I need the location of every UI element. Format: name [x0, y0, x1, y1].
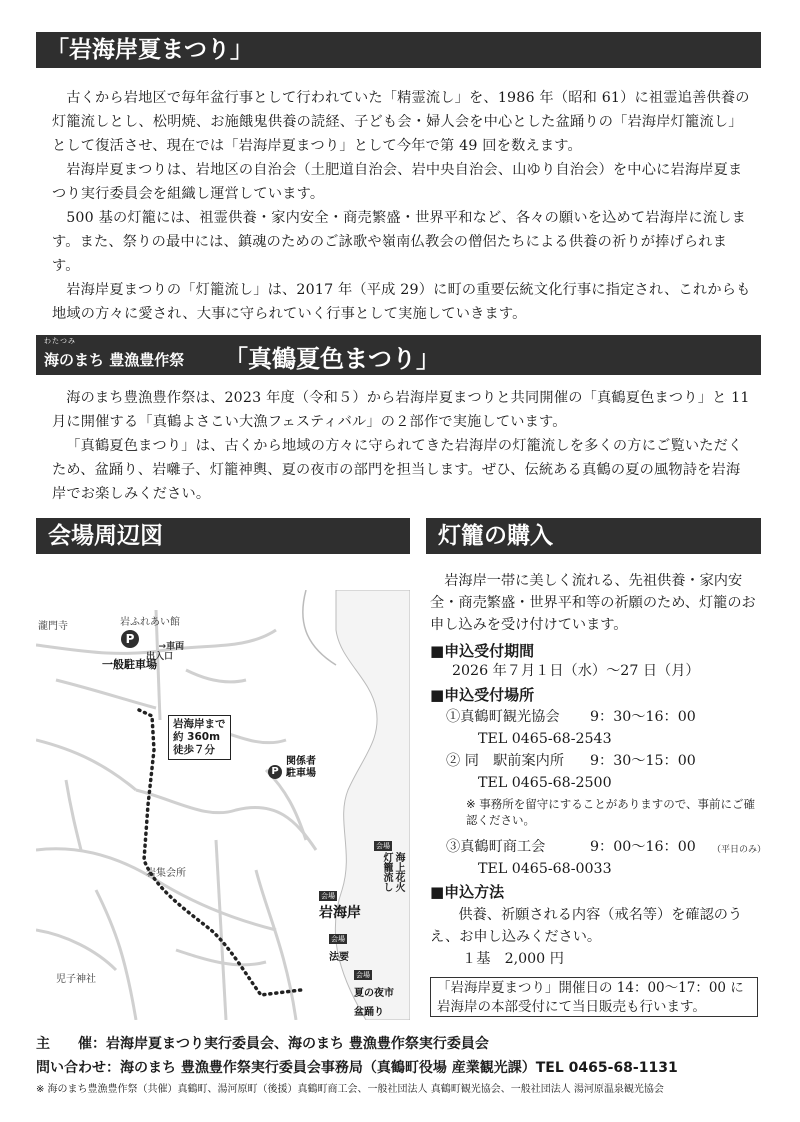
footer-host [36, 1033, 489, 1053]
place-2 [446, 750, 781, 772]
walk-info-callout: 岩海岸まで 約 360m 徒歩７分 [168, 715, 231, 760]
place-1-hours: 9：30〜16：00 [590, 709, 696, 725]
period-text: 2026 年７月１日（水）〜27 日（月） [452, 663, 700, 679]
contact-label: 問い合わせ： [36, 1060, 120, 1076]
map-roads [36, 590, 410, 1020]
section-subtitle: 海のまち 豊漁豊作祭 [44, 351, 185, 369]
map-section-title: 会場周辺図 [36, 518, 410, 554]
place-heading: ■申込受付場所 [430, 686, 535, 704]
footer-note: ※ 海のまち豊漁豊作祭（共催）真鶴町、湯河原町（後援）真鶴町商工会、一般社団法人 真鶴町観光協会、一般社団法人 湯河原温泉観光協会 [36, 1084, 664, 1095]
arrow-right-icon: → [158, 642, 167, 652]
host-text: 岩海岸夏まつり実行委員会、海のまち 豊漁豊作祭実行委員会 [106, 1036, 489, 1052]
section-title-text: 「真鶴夏色まつり」 [224, 345, 440, 373]
paragraph-history: 古くから岩地区で毎年盆行事として行われていた「精霊流し」を、1986 年（昭和 61）に祖霊追善供養の灯籠流しとし、松明焼、お施餓鬼供養の読経、子ども会・婦人会を中心とした盆踊りの「岩海岸灯籠流し」として復活させ、現在では「岩海岸夏まつり」として今年で第 49 回を数えます。 [52, 90, 750, 154]
market-marker [354, 962, 394, 1019]
method-heading: ■申込方法 [430, 883, 505, 901]
venue-tag: 会場 [321, 892, 335, 900]
purchase-section-title: 灯籠の購入 [426, 518, 761, 554]
same-day-notice: 「岩海岸夏まつり」開催日の 14：00〜17：00 に岩海岸の本部受付にて当日販売も行います。 [430, 977, 758, 1017]
place-3-tel[interactable]: TEL 0465-68-0033 [478, 861, 612, 877]
venue-marker [319, 883, 361, 922]
memorial-marker [329, 926, 349, 964]
memorial-tag: 会場 [331, 935, 345, 943]
venue-map[interactable] [36, 590, 410, 1020]
place-3 [446, 836, 781, 858]
office-note: ※ 事務所を留守にすることがありますので、事前にご確認ください。 [466, 797, 756, 827]
map-label-lantern-float: 灯籠流し [381, 852, 392, 892]
place-1 [446, 706, 781, 728]
map-label-hall: 岩ふれあい館 [120, 617, 180, 628]
map-label-community-hall: 岩集会所 [146, 868, 186, 879]
car-entrance-text: 車両 出入口 [146, 642, 185, 662]
price-text: １基 2,000 円 [462, 951, 564, 967]
section-title-manazuru-summer-festival [36, 335, 761, 375]
period-heading: ■申込受付期間 [430, 642, 535, 660]
place-3-note: （平日のみ） [712, 845, 767, 855]
paragraph-events: 「真鶴夏色まつり」は、古くから地域の方々に守られてきた岩海岸の灯籠流しを多くの方にご覧いただくため、盆踊り、岩囃子、灯籠神輿、夏の夜市の部門を担当します。ぜひ、伝統ある真鶴の夏の風物詩を岩海岸でお楽しみください。 [52, 438, 743, 502]
host-label: 主 催： [36, 1036, 106, 1052]
map-label-fireworks: 海上花火 [393, 852, 404, 892]
map-label-public-parking: 一般駐車場 [102, 658, 157, 671]
map-label-temple: 瀧門寺 [38, 621, 68, 632]
purchase-intro: 岩海岸一帯に美しく流れる、先祖供養・家内安全・商売繁盛・世界平和等の祈願のため、灯籠のお申し込みを受け付けています。 [430, 573, 756, 633]
place-1-name: ①真鶴町観光協会 [446, 709, 560, 725]
map-label-staff-parking: 関係者 駐車場 [286, 756, 316, 779]
staff-parking-icon: P [268, 765, 282, 779]
lantern-venue-marker [374, 833, 404, 892]
paragraph-designation: 岩海岸夏まつりの「灯籠流し」は、2017 年（平成 29）に町の重要伝統文化行事に指定され、これからも地域の方々に愛され、大事に守られていく行事として実施していきます。 [52, 282, 751, 322]
map-label-memorial: 法要 [329, 952, 349, 963]
paragraph-joint-festival: 海のまち豊漁豊作祭は、2023 年度（令和５）から岩海岸夏まつりと共同開催の「真鶴夏色まつり」と 11 月に開催する「真鶴よさこい大漁フェスティバル」の２部作で実施しています。 [52, 390, 750, 430]
place-2-tel[interactable]: TEL 0465-68-2500 [478, 775, 612, 791]
contact-text[interactable]: 海のまち 豊漁豊作祭実行委員会事務局（真鶴町役場 産業観光課）TEL 0465-68-1131 [120, 1060, 678, 1076]
lantern-tag: 会場 [376, 842, 390, 850]
map-label-market: 夏の夜市 盆踊り [354, 988, 394, 1018]
parking-icon: P [121, 630, 139, 648]
map-label-venue: 岩海岸 [319, 905, 361, 921]
place-1-tel[interactable]: TEL 0465-68-2543 [478, 731, 612, 747]
place-3-name: ③真鶴町商工会 [446, 839, 546, 855]
map-label-shrine: 児子神社 [56, 974, 96, 985]
place-3-hours: 9：00〜16：00 [590, 839, 696, 855]
place-2-name: ② 同 駅前案内所 [446, 753, 565, 769]
place-2-hours: 9：30〜15：00 [590, 753, 696, 769]
paragraph-organization: 岩海岸夏まつりは、岩地区の自治会（土肥道自治会、岩中央自治会、山ゆり自治会）を中心に岩海岸夏まつり実行委員会を組織し運営しています。 [52, 162, 743, 202]
ruby-watatsumi: わたつみ [44, 337, 76, 345]
market-tag: 会場 [356, 971, 370, 979]
footer-contact [36, 1057, 678, 1077]
section-title-iwa-summer-festival: 「岩海岸夏まつり」 [36, 32, 761, 68]
method-text: 供養、祈願される内容（戒名等）を確認のうえ、お申し込みください。 [430, 907, 743, 945]
paragraph-lanterns: 500 基の灯籠には、祖霊供養・家内安全・商売繁盛・世界平和など、各々の願いを込めて岩海岸に流します。また、祭りの最中には、鎮魂のためのご詠歌や嶺南仏教会の僧侶たちによる供養の祈りが捧げられます。 [52, 210, 747, 274]
